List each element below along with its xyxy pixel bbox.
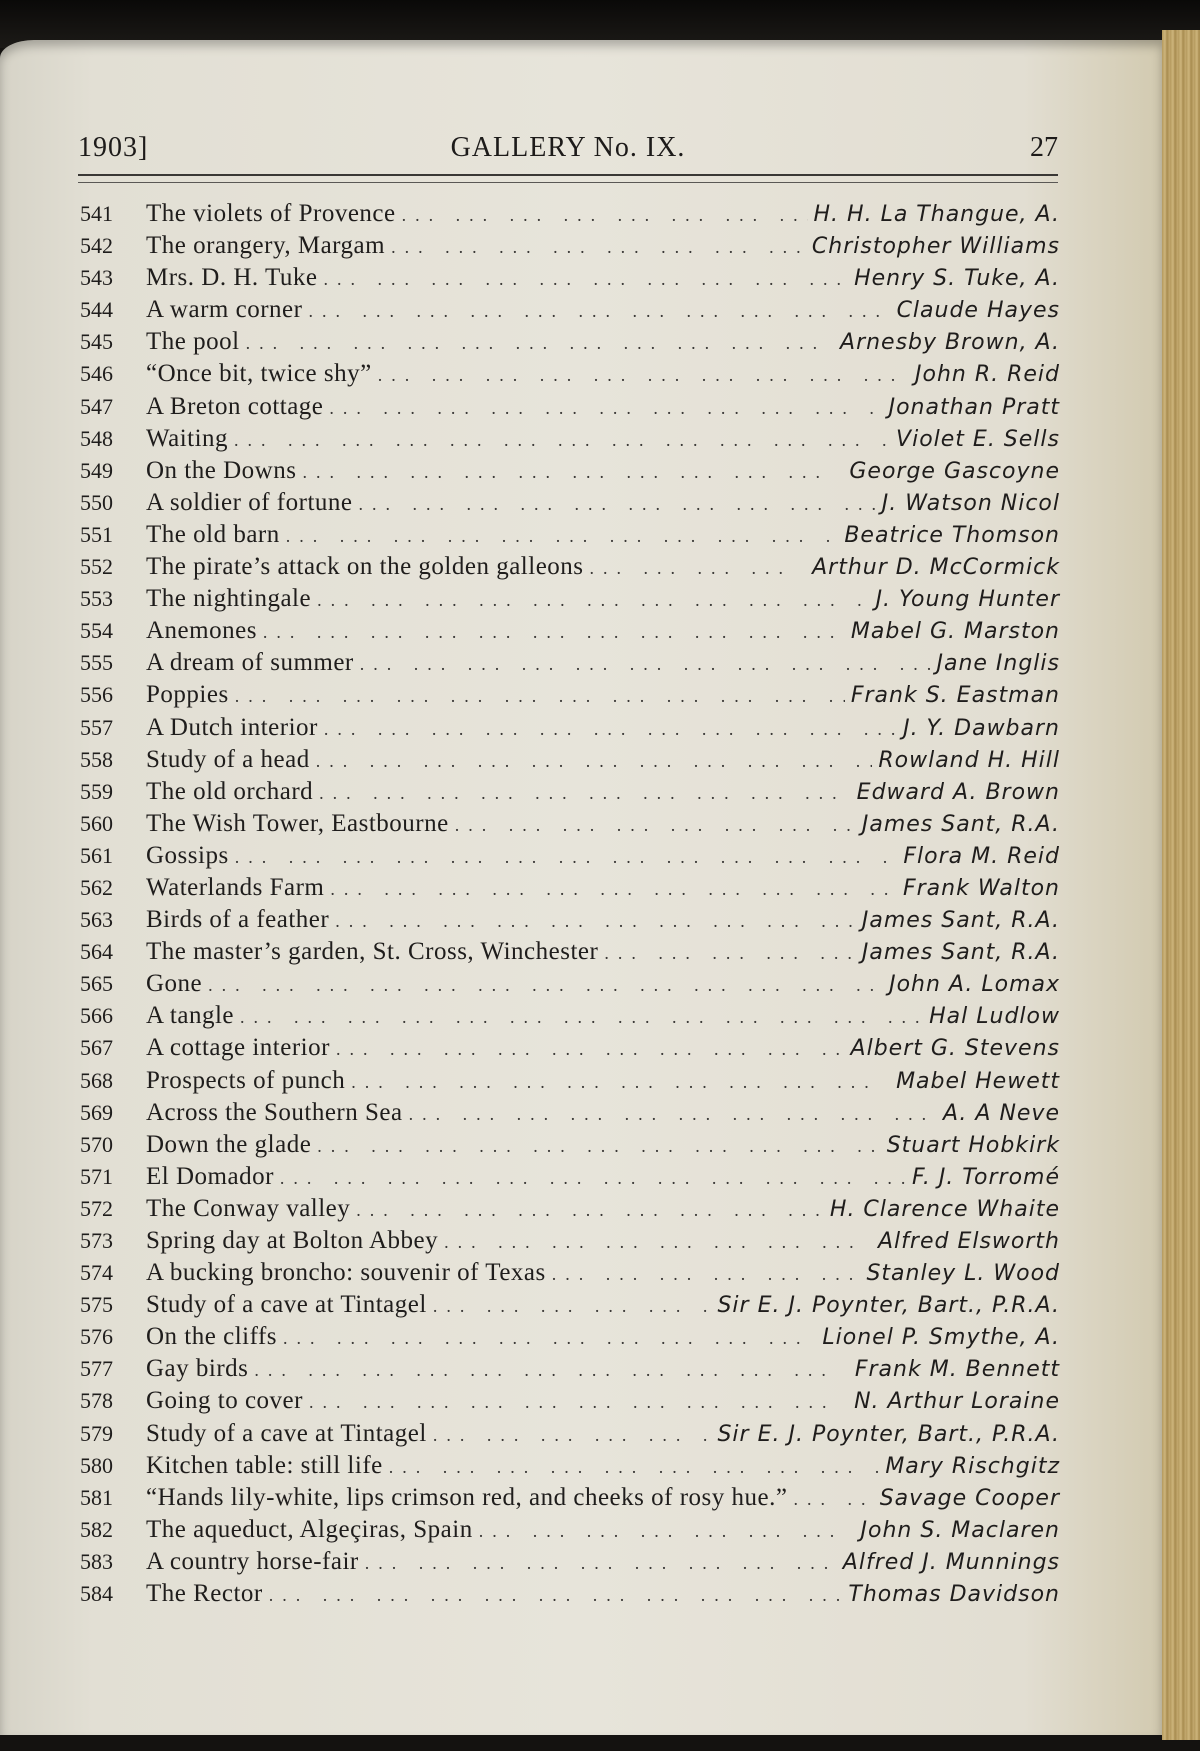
running-header xyxy=(78,128,1058,172)
catalogue-entry xyxy=(80,1000,1060,1032)
entry-number: 543 xyxy=(80,265,113,291)
entry-artist: Arnesby Brown, A. xyxy=(840,330,1060,356)
leader-dots xyxy=(409,1098,937,1130)
catalogue-entry xyxy=(80,262,1060,294)
leader-dots xyxy=(235,841,898,873)
leader-dots xyxy=(263,616,845,648)
entry-title: “Once bit, twice shy” xyxy=(146,360,372,388)
leader-dots xyxy=(283,1322,816,1354)
entry-number: 567 xyxy=(80,1035,113,1061)
entry-artist: Alfred Elsworth xyxy=(878,1229,1060,1254)
entry-number: 568 xyxy=(80,1067,113,1093)
entry-title: A bucking broncho: souvenir of Texas xyxy=(146,1259,546,1287)
leader-dots xyxy=(269,1579,843,1611)
leader-dots xyxy=(358,488,875,520)
leader-dots xyxy=(208,969,883,1001)
entry-artist: J. Y. Dawbarn xyxy=(903,715,1060,741)
catalogue-entry xyxy=(80,840,1060,872)
entry-artist: James Sant, R.A. xyxy=(861,908,1060,934)
entry-number: 553 xyxy=(80,586,113,612)
entry-artist: J. Watson Nicol xyxy=(881,490,1060,516)
leader-dots xyxy=(240,1001,923,1033)
entry-title: A Breton cottage xyxy=(146,392,324,420)
entry-number: 569 xyxy=(80,1099,113,1125)
entry-number: 577 xyxy=(80,1356,113,1382)
entry-artist: Stanley L. Wood xyxy=(866,1261,1060,1287)
entry-number: 576 xyxy=(80,1324,113,1350)
catalogue-entry xyxy=(80,1450,1060,1482)
entry-number: 580 xyxy=(80,1452,113,1478)
entry-number: 574 xyxy=(80,1260,113,1286)
leader-dots xyxy=(286,520,839,552)
catalogue-entry xyxy=(80,198,1060,230)
entry-number: 573 xyxy=(80,1228,113,1253)
entry-title: Kitchen table: still life xyxy=(146,1451,383,1479)
entry-title: Waterlands Farm xyxy=(146,873,325,901)
catalogue-entry xyxy=(80,776,1060,808)
entry-number: 578 xyxy=(80,1388,113,1414)
entry-artist: John S. Maclaren xyxy=(860,1517,1060,1543)
catalogue-entry xyxy=(80,615,1060,647)
entry-title: Spring day at Bolton Abbey xyxy=(146,1227,439,1254)
entry-title: Study of a head xyxy=(146,745,310,773)
entry-artist: Mabel G. Marston xyxy=(850,619,1060,645)
catalogue-entry xyxy=(80,1065,1060,1097)
entry-artist: Sir E. J. Poynter, Bart., P.R.A. xyxy=(717,1421,1060,1447)
entry-artist: Stuart Hobkirk xyxy=(886,1132,1060,1158)
page-number: 27 xyxy=(1030,132,1058,163)
entry-title: Anemones xyxy=(146,617,257,645)
catalogue-entry xyxy=(80,326,1060,358)
catalogue-entry xyxy=(80,1225,1060,1257)
entry-artist: Frank S. Eastman xyxy=(850,683,1060,709)
entry-number: 546 xyxy=(80,361,113,387)
entry-title: “Hands lily-white, lips crimson red, and cheeks of rosy hue.” xyxy=(146,1483,788,1511)
leader-dots xyxy=(309,1386,848,1418)
entry-title: A Dutch interior xyxy=(146,713,318,741)
entry-title: On the cliffs xyxy=(146,1323,278,1351)
catalogue-entry xyxy=(80,423,1060,455)
entry-number: 559 xyxy=(80,778,113,804)
leader-dots xyxy=(302,456,843,488)
catalogue-entry xyxy=(80,1578,1060,1610)
header-gallery-title: GALLERY No. IX. xyxy=(450,132,686,163)
entry-artist: Sir E. J. Poynter, Bart., P.R.A. xyxy=(717,1293,1060,1319)
entry-artist: Flora M. Reid xyxy=(903,843,1060,869)
leader-dots xyxy=(280,1162,906,1194)
entry-artist: Alfred J. Munnings xyxy=(842,1549,1060,1575)
entry-title: Across the Southern Sea xyxy=(146,1098,403,1126)
catalogue-entry xyxy=(80,712,1060,744)
leader-dots xyxy=(391,231,806,263)
entry-number: 554 xyxy=(80,618,113,644)
entry-artist: Savage Cooper xyxy=(879,1485,1060,1511)
entry-number: 547 xyxy=(80,393,113,419)
catalogue-entry xyxy=(80,1546,1060,1578)
catalogue-entry xyxy=(80,1257,1060,1289)
entry-number: 551 xyxy=(80,521,113,547)
catalogue-entry xyxy=(80,1161,1060,1193)
entry-artist: Jane Inglis xyxy=(936,651,1060,677)
leader-dots xyxy=(319,777,851,809)
entry-artist: Mary Rischgitz xyxy=(885,1453,1060,1479)
entry-title: Poppies xyxy=(146,681,229,709)
catalogue-entry xyxy=(80,487,1060,519)
entry-title: El Domador xyxy=(146,1162,274,1190)
entry-artist: A. A Neve xyxy=(942,1100,1060,1126)
catalogue-entry xyxy=(80,294,1060,326)
catalogue-entry xyxy=(80,1418,1060,1450)
entry-title: The Conway valley xyxy=(146,1194,351,1222)
entry-number: 561 xyxy=(80,842,113,868)
entry-number: 549 xyxy=(80,457,113,483)
entry-title: The old barn xyxy=(146,520,280,548)
entry-artist: Beatrice Thomson xyxy=(844,522,1060,548)
entry-number: 545 xyxy=(80,329,113,355)
entry-artist: John A. Lomax xyxy=(889,972,1060,998)
entry-number: 565 xyxy=(80,971,113,997)
entry-number: 579 xyxy=(80,1420,113,1446)
leader-dots xyxy=(254,1354,848,1386)
entry-title: A warm corner xyxy=(146,296,303,324)
entry-artist: Violet E. Sells xyxy=(896,426,1060,452)
entry-title: Gossips xyxy=(146,841,229,869)
entry-number: 556 xyxy=(80,682,113,708)
leader-dots xyxy=(356,1194,824,1226)
leader-dots xyxy=(455,809,856,841)
entry-artist: John R. Reid xyxy=(915,362,1060,388)
catalogue-entry xyxy=(80,808,1060,840)
entry-number: 542 xyxy=(80,233,113,259)
entry-title: A cottage interior xyxy=(146,1034,330,1062)
entry-artist: Frank M. Bennett xyxy=(854,1357,1060,1383)
entry-title: Prospects of punch xyxy=(146,1066,346,1094)
entry-number: 564 xyxy=(80,939,113,965)
entry-title: The violets of Provence xyxy=(146,200,396,227)
leader-dots xyxy=(552,1258,861,1290)
book-page-edges xyxy=(1162,30,1200,1740)
entry-artist: N. Arthur Loraine xyxy=(854,1389,1060,1415)
entry-artist: James Sant, R.A. xyxy=(861,811,1060,837)
catalogue-entry xyxy=(80,936,1060,968)
leader-dots xyxy=(389,1451,880,1483)
entry-artist: F. J. Torromé xyxy=(912,1164,1060,1190)
entry-artist: Claude Hayes xyxy=(896,298,1060,324)
entry-title: Down the glade xyxy=(146,1130,312,1158)
leader-dots xyxy=(323,263,848,295)
leader-dots xyxy=(336,1033,845,1065)
entry-title: Study of a cave at Tintagel xyxy=(146,1419,427,1447)
entry-number: 550 xyxy=(80,489,113,515)
entry-title: A tangle xyxy=(146,1002,235,1030)
entry-number: 541 xyxy=(80,201,113,226)
catalogue-entry xyxy=(80,968,1060,1000)
leader-dots xyxy=(329,392,882,424)
catalogue-entry xyxy=(80,1514,1060,1546)
entry-title: The orangery, Margam xyxy=(146,232,386,260)
entry-artist: James Sant, R.A. xyxy=(861,940,1060,966)
entry-title: Birds of a feather xyxy=(146,906,330,934)
leader-dots xyxy=(234,424,890,456)
entry-number: 544 xyxy=(80,297,113,323)
catalogue-entry xyxy=(80,904,1060,936)
entry-title: The master’s garden, St. Cross, Winchester xyxy=(146,938,599,966)
entry-number: 557 xyxy=(80,714,113,740)
entry-artist: Thomas Davidson xyxy=(848,1582,1060,1608)
entry-title: A dream of summer xyxy=(146,649,354,677)
entry-artist: Edward A. Brown xyxy=(856,779,1060,805)
entry-number: 581 xyxy=(80,1484,113,1510)
catalogue-entry xyxy=(80,1097,1060,1129)
catalogue-entry xyxy=(80,1032,1060,1064)
catalogue-entry xyxy=(80,1321,1060,1353)
leader-dots xyxy=(479,1515,855,1547)
catalogue-entry xyxy=(80,1353,1060,1385)
leader-dots xyxy=(324,713,897,745)
entry-title: A soldier of fortune xyxy=(146,488,353,516)
header-rule xyxy=(78,174,1058,183)
leader-dots xyxy=(360,648,931,680)
leader-dots xyxy=(433,1419,712,1451)
leader-dots xyxy=(317,1130,880,1162)
entry-number: 552 xyxy=(80,554,113,580)
entry-artist: Rowland H. Hill xyxy=(878,747,1060,773)
entry-title: The aqueduct, Algeçiras, Spain xyxy=(146,1515,473,1543)
catalogue-entry xyxy=(80,679,1060,711)
leader-dots xyxy=(317,584,869,616)
leader-dots xyxy=(793,1483,873,1515)
leader-dots xyxy=(351,1066,890,1098)
entry-number: 558 xyxy=(80,746,113,772)
catalogue-entry xyxy=(80,1193,1060,1225)
entry-artist: J. Young Hunter xyxy=(875,587,1060,613)
entry-number: 562 xyxy=(80,874,113,900)
catalogue-entry xyxy=(80,519,1060,551)
catalogue-entry xyxy=(80,1482,1060,1514)
entry-title: The pirate’s attack on the golden galleons xyxy=(146,553,584,581)
catalogue-entry xyxy=(80,1385,1060,1417)
entry-number: 570 xyxy=(80,1131,113,1157)
entry-artist: George Gascoyne xyxy=(849,458,1060,484)
catalogue-entry xyxy=(80,583,1060,615)
entry-title: The Wish Tower, Eastbourne xyxy=(146,809,449,837)
leader-dots xyxy=(590,552,807,584)
entry-title: A country horse-fair xyxy=(146,1547,359,1575)
entry-title: Gone xyxy=(146,970,203,998)
header-year: 1903] xyxy=(78,132,149,163)
entry-number: 560 xyxy=(80,810,113,836)
leader-dots xyxy=(235,680,845,712)
entry-artist: Albert G. Stevens xyxy=(850,1036,1060,1062)
leader-dots xyxy=(335,905,856,937)
entry-number: 555 xyxy=(80,650,113,676)
catalogue-list xyxy=(80,198,1060,1610)
entry-title: The Rector xyxy=(146,1580,263,1608)
leader-dots xyxy=(378,359,909,391)
entry-title: Study of a cave at Tintagel xyxy=(146,1291,427,1319)
leader-dots xyxy=(316,745,873,777)
entry-number: 548 xyxy=(80,425,113,451)
entry-artist: Lionel P. Smythe, A. xyxy=(822,1325,1060,1351)
entry-number: 583 xyxy=(80,1548,113,1574)
entry-title: On the Downs xyxy=(146,456,297,484)
entry-artist: Hal Ludlow xyxy=(929,1004,1060,1030)
catalogue-entry xyxy=(80,1289,1060,1321)
catalogue-entry xyxy=(80,230,1060,262)
entry-number: 575 xyxy=(80,1292,113,1318)
catalogue-entry xyxy=(80,744,1060,776)
catalogue-entry xyxy=(80,455,1060,487)
leader-dots xyxy=(330,873,897,905)
entry-artist: Jonathan Pratt xyxy=(888,394,1060,420)
catalogue-entry xyxy=(80,391,1060,423)
entry-number: 571 xyxy=(80,1163,113,1189)
entry-artist: H. H. La Thangue, A. xyxy=(813,202,1060,227)
entry-number: 566 xyxy=(80,1003,113,1029)
entry-number: 584 xyxy=(80,1581,113,1607)
entry-artist: Frank Walton xyxy=(902,875,1060,901)
leader-dots xyxy=(604,937,856,969)
entry-artist: H. Clarence Whaite xyxy=(829,1196,1060,1222)
catalogue-entry xyxy=(80,647,1060,679)
entry-title: Mrs. D. H. Tuke xyxy=(146,264,318,292)
entry-number: 582 xyxy=(80,1516,113,1542)
leader-dots xyxy=(402,199,808,231)
entry-artist: Mabel Hewett xyxy=(896,1068,1060,1094)
entry-number: 572 xyxy=(80,1195,113,1221)
entry-title: The old orchard xyxy=(146,777,314,805)
entry-title: The pool xyxy=(146,328,240,356)
entry-number: 563 xyxy=(80,907,113,933)
entry-artist: Christopher Williams xyxy=(811,234,1060,260)
catalogue-entry xyxy=(80,551,1060,583)
leader-dots xyxy=(433,1290,712,1322)
entry-artist: Arthur D. McCormick xyxy=(812,555,1060,581)
leader-dots xyxy=(308,295,890,327)
entry-title: Waiting xyxy=(146,424,229,452)
entry-artist: Henry S. Tuke, A. xyxy=(854,266,1060,292)
catalogue-entry xyxy=(80,1129,1060,1161)
entry-title: Going to cover xyxy=(146,1387,303,1415)
leader-dots xyxy=(444,1226,872,1258)
catalogue-entry xyxy=(80,872,1060,904)
catalogue-entry xyxy=(80,358,1060,390)
entry-title: The nightingale xyxy=(146,585,312,613)
leader-dots xyxy=(365,1547,837,1579)
entry-title: Gay birds xyxy=(146,1355,249,1383)
leader-dots xyxy=(246,327,834,359)
